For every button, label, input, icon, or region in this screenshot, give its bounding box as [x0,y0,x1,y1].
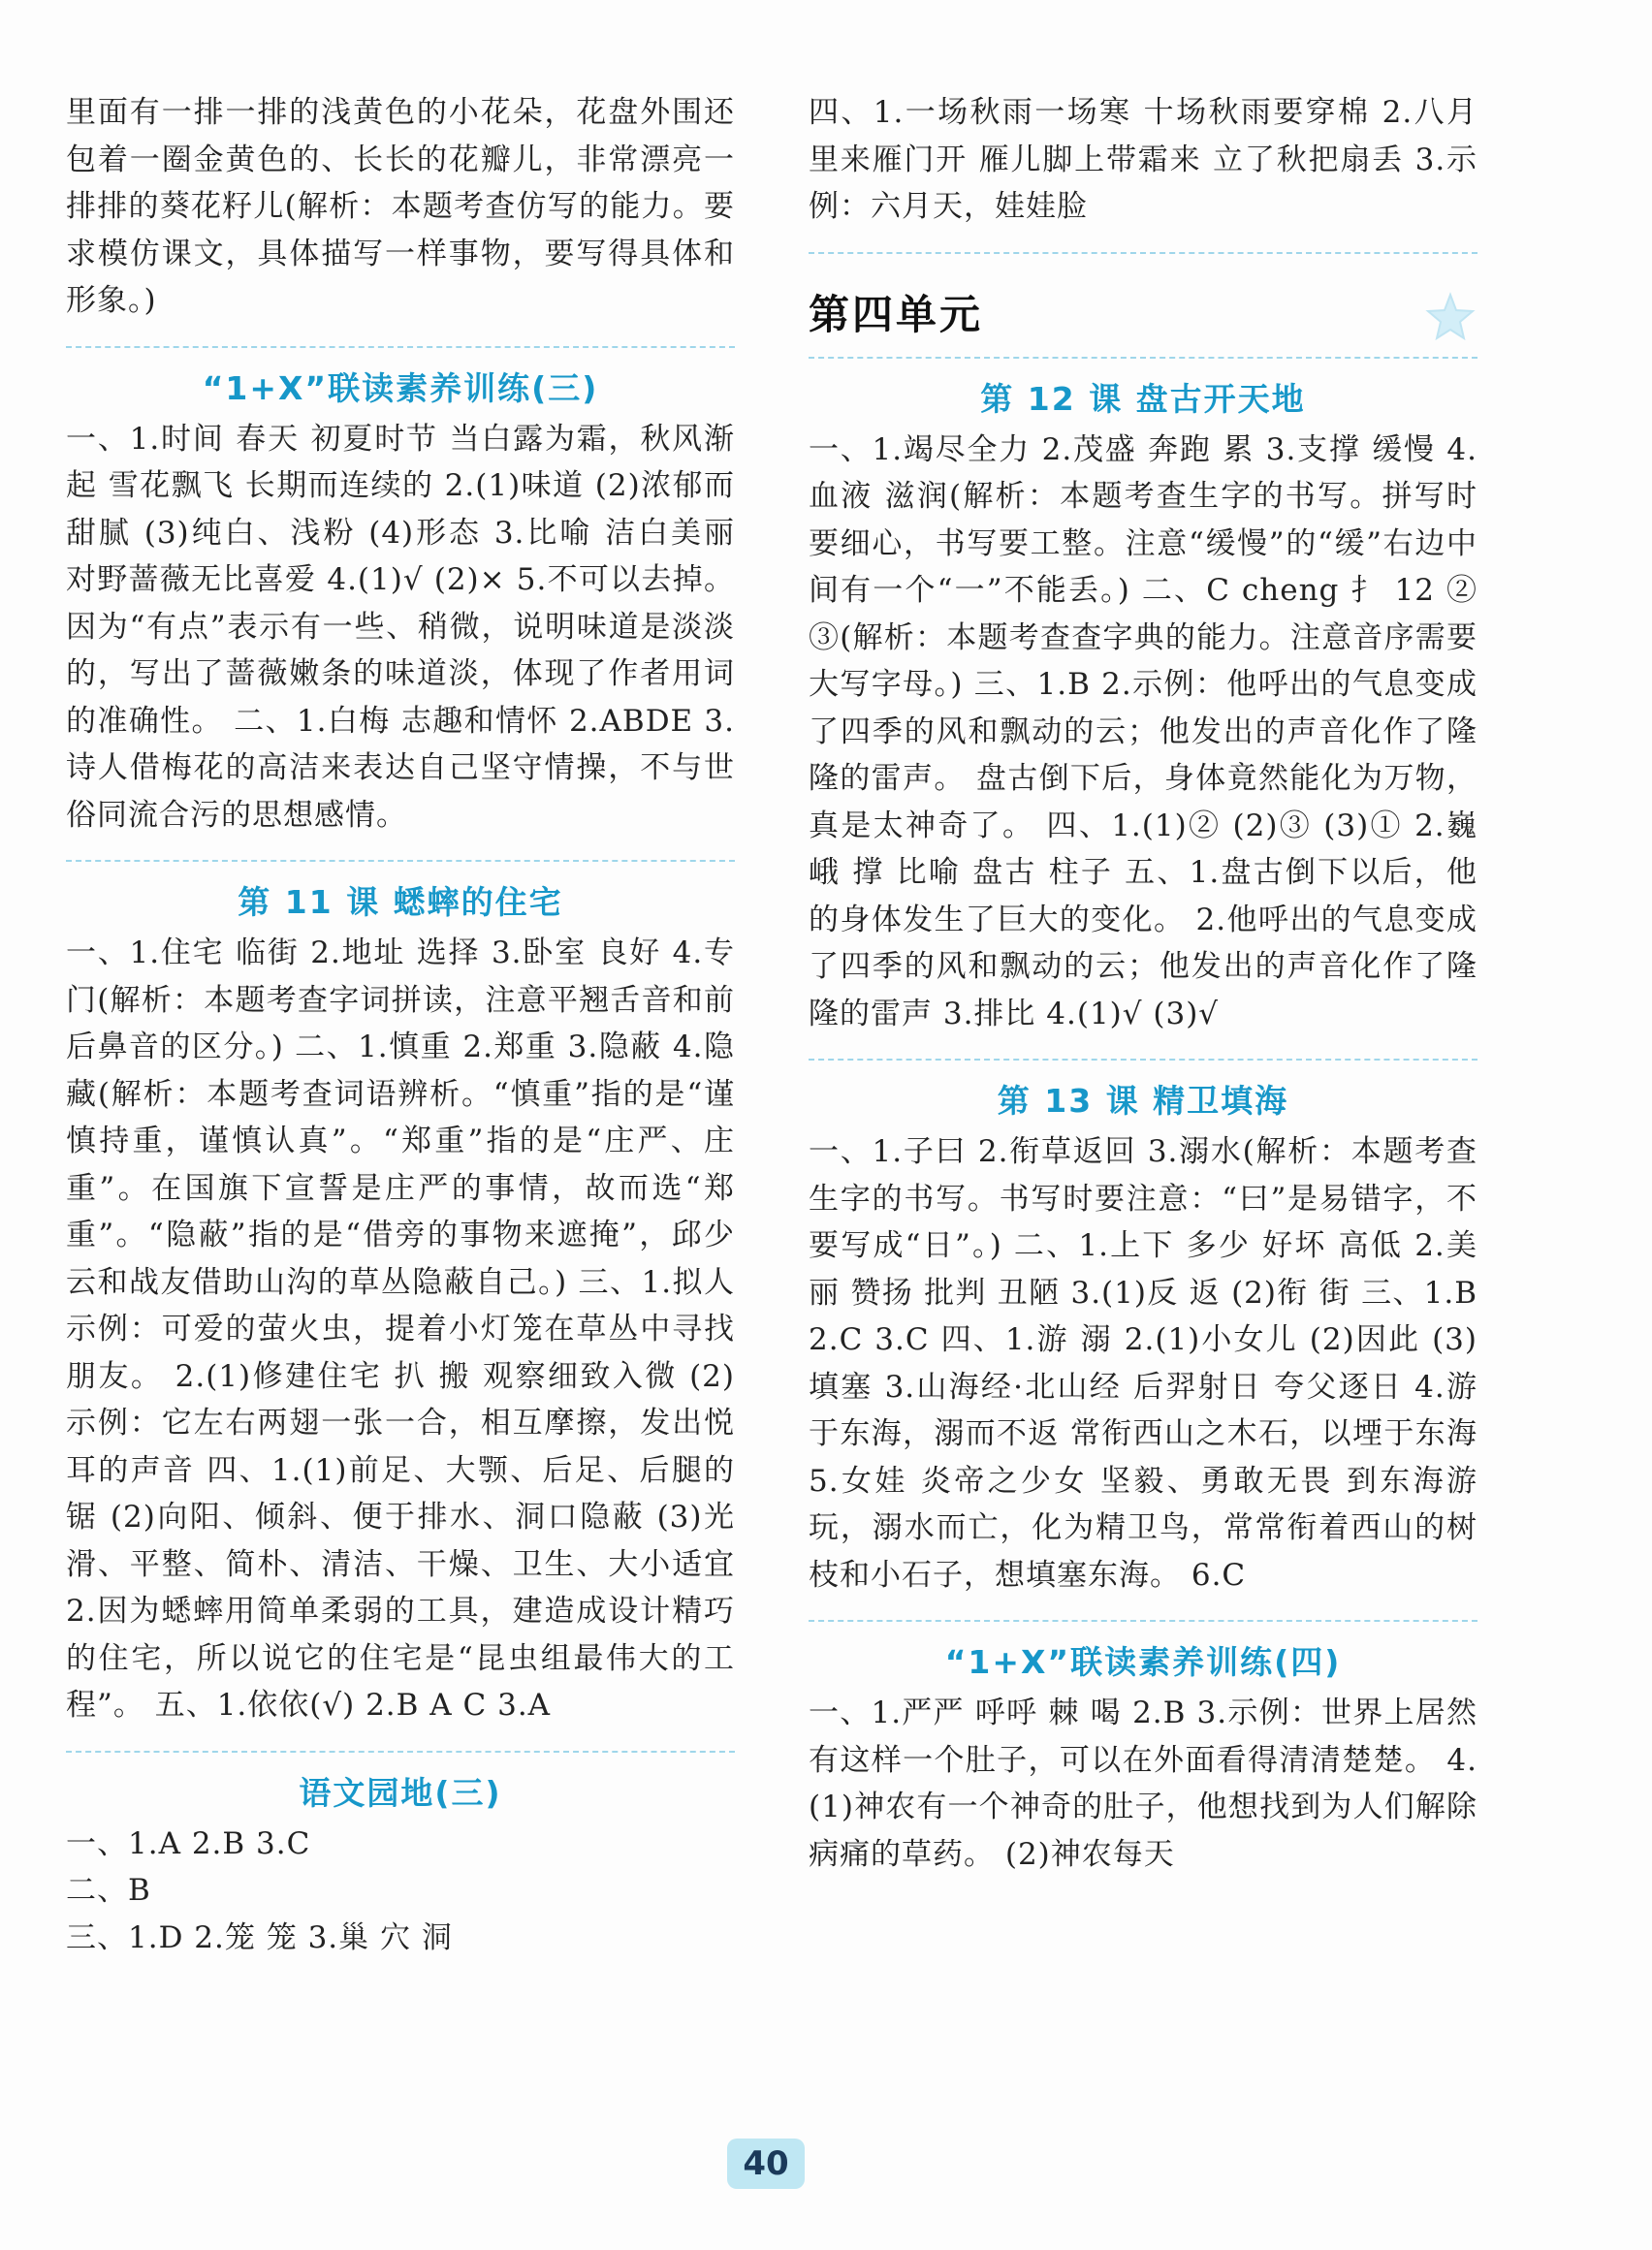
section-title-lesson-13: 第 13 课 精卫填海 [997,1082,1289,1120]
left-column [66,89,735,1961]
section-title-lesson-12: 第 12 课 盘古开天地 [980,379,1306,418]
star-decoration-icon [1423,291,1477,345]
section-title-lesson-11: 第 11 课 蟋蟀的住宅 [238,883,563,921]
garden-3-continued: 四、1.一场秋雨一场寒 十场秋雨要穿棉 2.八月里来雁门开 雁儿脚上带霜来 立了秋把扇丢 3.示例：六月天，娃娃脸 [809,95,1477,224]
garden-3-line-2: 二、B [66,1873,151,1908]
page-number-badge [727,2139,805,2189]
lesson-13-answers: 一、1.子曰 2.衔草返回 3.溺水(解析：本题考查生字的书写。书写时要注意：“曰”是易错字，不要写成“日”。) 二、1.上下 多少 好坏 高低 2.美丽 赞扬 批判 丑陋 3.(1)反 返 (2)衔 街 三、1.B 2.C 3.C 四、1.游 溺 2.(1)小女儿 (2)因此 (3)填塞 3.山海经·北山经 后羿射日 夸父逐日 4.游于东海，溺而不返 常衔西山之木石，以堙于东海 5.女娃 炎帝之少女 坚毅、勇敢无畏 到东海游玩，溺水而亡，化为精卫鸟，常常衔着西山的树枝和小石子，想填塞东海。 6.C [809,1134,1477,1593]
divider [66,1751,735,1753]
divider [809,1620,1477,1622]
divider [809,252,1477,254]
right-column [809,89,1477,1878]
section-title-reading-3: “1+X”联读素养训练(三) [202,368,599,407]
divider [66,346,735,348]
section-title-garden-3: 语文园地(三) [299,1773,502,1812]
page-number: 40 [743,2144,789,2183]
divider [66,860,735,862]
lesson-12-answers: 一、1.竭尽全力 2.茂盛 奔跑 累 3.支撑 缓慢 4.血液 滋润(解析：本题考查生字的书写。拼写时要细心，书写要工整。注意“缓慢”的“缓”右边中间有一个“一”不能丢。) 二、C cheng 扌 12 ② ③(解析：本题考查查字典的能力。注意音序需要大写字母。) 三、1.B 2.示例：他呼出的气息变成了四季的风和飘动的云；他发出的声音化作了隆隆的雷声。 盘古倒下后，身体竟然能化为万物，真是太神奇了。 四、1.(1)② (2)③ (3)① 2.巍峨 撑 比喻 盘古 柱子 五、1.盘古倒下以后，他的身体发生了巨大的变化。 2.他呼出的气息变成了四季的风和飘动的云；他发出的声音化作了隆隆的雷声 3.排比 4.(1)√ (3)√ [809,431,1477,1031]
garden-3-line-1: 一、1.A 2.B 3.C [66,1825,311,1861]
garden-3-line-3: 三、1.D 2.笼 笼 3.巢 穴 洞 [66,1919,453,1955]
reading-4-answers: 一、1.严严 呼呼 棘 喝 2.B 3.示例：世界上居然有这样一个肚子，可以在外面看得清清楚楚。 4.(1)神农有一个神奇的肚子，他想找到为人们解除病痛的草药。 (2)神农每天 [809,1695,1477,1872]
divider [809,1059,1477,1061]
intro-paragraph: 里面有一排一排的浅黄色的小花朵，花盘外围还包着一圈金黄色的、长长的花瓣儿，非常漂亮一排排的葵花籽儿(解析：本题考查仿写的能力。要求模仿课文，具体描写一样事物，要写得具体和形象。) [66,95,735,318]
lesson-11-answers: 一、1.住宅 临街 2.地址 选择 3.卧室 良好 4.专门(解析：本题考查字词拼读，注意平翘舌音和前后鼻音的区分。) 二、1.慎重 2.郑重 3.隐蔽 4.隐藏(解析：本题考查词语辨析。“慎重”指的是“谨慎持重，谨慎认真”。“郑重”指的是“庄严、庄重”。在国旗下宣誓是庄严的事情，故而选“郑重”。“隐蔽”指的是“借旁的事物来遮掩”，邱少云和战友借助山沟的草丛隐蔽自己。) 三、1.拟人 示例：可爱的萤火虫，提着小灯笼在草丛中寻找朋友。 2.(1)修建住宅 扒 搬 观察细致入微 (2)示例：它左右两翅一张一合，相互摩擦，发出悦耳的声音 四、1.(1)前足、大颚、后足、后腿的锯 (2)向阳、倾斜、便于排水、洞口隐蔽 (3)光滑、平整、简朴、清洁、干燥、卫生、大小适宜 2.因为蟋蟀用简单柔弱的工具，建造成设计精巧的住宅，所以说它的住宅是“昆虫组最伟大的工程”。 五、1.依依(√) 2.B A C 3.A [66,935,735,1723]
unit-header [809,273,1477,359]
section-title-reading-4: “1+X”联读素养训练(四) [944,1643,1342,1681]
unit-title: 第四单元 [809,290,984,338]
reading-3-answers: 一、1.时间 春天 初夏时节 当白露为霜，秋风渐起 雪花飘飞 长期而连续的 2.(1)味道 (2)浓郁而甜腻 (3)纯白、浅粉 (4)形态 3.比喻 洁白美丽 对野蔷薇无比喜爱 4.(1)√ (2)× 5.不可以去掉。因为“有点”表示有一些、稍微，说明味道是淡淡的，写出了蔷薇嫩条的味道淡，体现了作者用词的准确性。 二、1.白梅 志趣和情怀 2.ABDE 3.诗人借梅花的高洁来表达自己坚守情操，不与世俗同流合污的思想感情。 [66,421,735,833]
